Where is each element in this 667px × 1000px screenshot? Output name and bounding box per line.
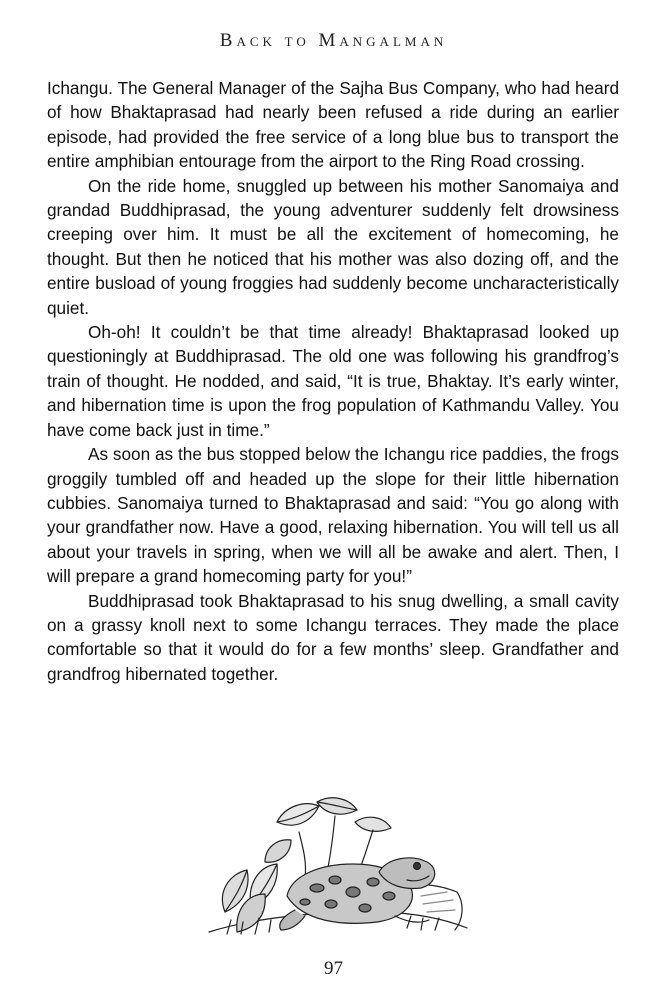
body-text: [47, 76, 619, 686]
hibernating-frogs-illustration: [207, 792, 469, 942]
paragraph: Buddhiprasad took Bhaktaprasad to his snug dwelling, a small cavity on a grassy knoll next to some Ichangu terraces. They made the place comfortable so that it would do for a few months’ sleep. Grandfather and grandfrog hibernated together.: [47, 590, 619, 684]
paragraph: On the ride home, snuggled up between his mother Sanomaiya and grandad Buddhiprasad, the young adventurer suddenly felt drowsiness creeping over him. It must be all the excitement of homecoming, he thought. But then he noticed that his mother was also dozing off, and the entire busload of young froggies had suddenly become uncharacteristically quiet.: [47, 175, 619, 318]
running-head: Back to Mangalman: [219, 30, 448, 51]
paragraph: As soon as the bus stopped below the Ichangu rice paddies, the frogs groggily tumbled off and headed up the slope for their little hibernation cubbies. Sanomaiya turned to Bhaktaprasad and said: “You go along with your grandfather now. Have a good, relaxing hibernation. You will tell us all about your travels in spring, when we will all be awake and alert. Then, I will prepare a grand homecoming party for you!”: [47, 444, 619, 587]
paragraph: Oh-oh! It couldn’t be that time already! Bhaktaprasad looked up questioningly at Buddhiprasad. The old one was following his grandfrog’s train of thought. He nodded, and said, “It is true, Bhaktay. It’s early winter, and hibernation time is upon the frog population of Kathmandu Valley. You have come back just in time.”: [47, 322, 619, 440]
frogs-sketch-icon: [207, 792, 469, 942]
page-number: 97: [324, 958, 343, 979]
paragraph: Ichangu. The General Manager of the Sajha Bus Company, who had heard of how Bhaktaprasad had nearly been refused a ride during an earlier episode, had provided the free service of a long blue bus to transport the entire amphibian entourage from the airport to the Ring Road crossing.: [47, 78, 619, 172]
